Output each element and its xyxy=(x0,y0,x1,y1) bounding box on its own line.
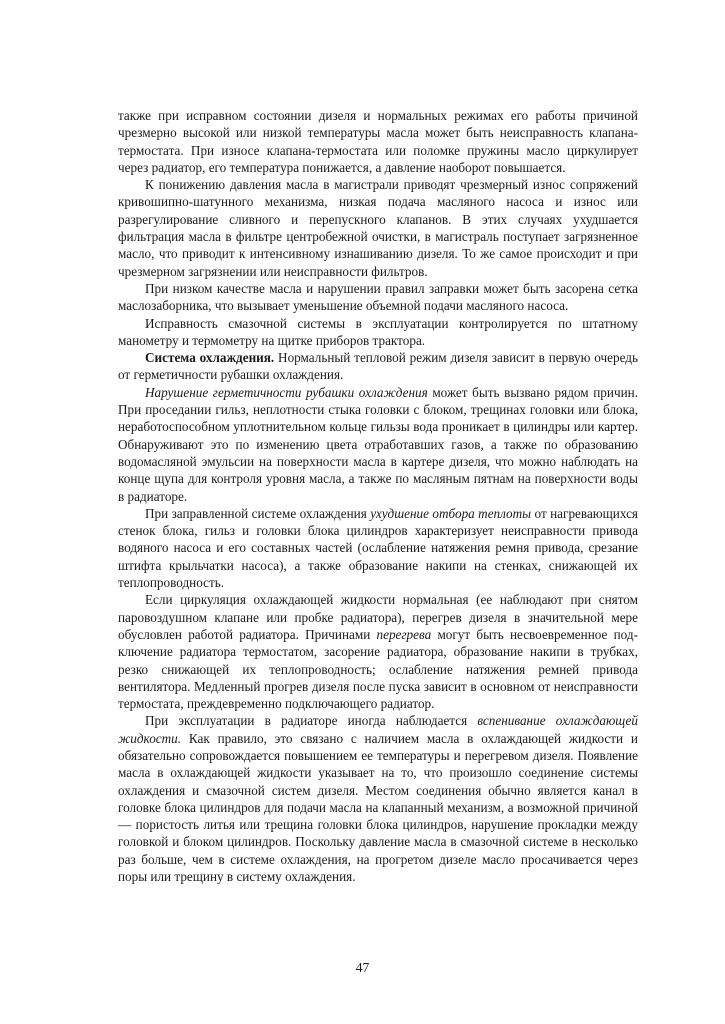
section-heading-cooling: Система охлаждения. xyxy=(145,350,275,366)
paragraph-heat-removal xyxy=(118,505,638,591)
paragraph-text: может быть вызвано рядом причин. При проседании гильз, неплотности стыка головки с блоком, трещинах головки или блока, неработоспособном уплотнительном кольце гильзы вода проникает в цилиндры или картер. Обнаруживают это по изменению цвета отработавших газов, а также по образованию водомасляной эмульсии на поверхности масла в картере дизеля, что можно наблюдать на конце щупа для контроля уровня масла, а также по масляным пятнам на поверхности воды в радиаторе. xyxy=(118,384,638,504)
paragraph-text: могут быть несвоевременное подключение радиатора термостатом, засорение радиатора, образование накипи в трубках, резко снижающей их теплопроводность; ослабление натяжения ремней привода вентилятора. Медленный прогрев дизеля после пуска зависит в основном от неисправности термостата, преждевременно подключающего радиатор. xyxy=(118,626,638,712)
paragraph-text: При эксплуатации в радиаторе иногда наблюдается xyxy=(145,713,478,729)
paragraph-lubrication-control: Исправность смазочной системы в эксплуатации контролируется по штатному манометру и термометру на щитке приборов трактора. xyxy=(118,315,638,348)
paragraph-oil-quality: При низком качестве масла и нарушении правил заправки может быть засорена сетка маслозаборника, что вызывает уменьшение объемной подачи масляного насоса. xyxy=(118,280,638,314)
paragraph-text: Как правило, это связано с наличием масла в охлаждающей жидкости и обязательно сопровождается повышением ее температуры и перегревом дизеля. Появление масла в охлаждающей жидкости указывает на то, что произошло соединение системы охлаждения и смазочной систем дизеля. Местом соединения обычно является канал в головке блока цилиндров для подачи масла на клапанный механизм, а возможной причиной — пористость литья или трещина головки блока цилиндров, нарушение прокладки между головкой и блоком цилиндров. Поскольку давление масла в смазочной системе в несколько раз больше, чем в системе охлаждения, на прогретом дизеле масло просачивается через поры или трещину в систему охлаждения. xyxy=(118,730,638,885)
paragraph-text: Нормальный тепловой режим дизеля зависит в первую очередь от герметичности рубашки охлаждения. xyxy=(118,350,638,383)
emphasis-heat-removal: ухудшение отбора теплоты xyxy=(370,505,532,521)
paragraph-oil-thermostat: также при исправном состоянии дизеля и нормальных режимах его работы причиной чрезмерно высокой или низкой температуры масла может быть неисправность клапана-термостата. При износе клапана-термостата или поломке пружины масло циркулирует через радиатор, его температура понижается, а давление наоборот повышается. xyxy=(118,108,638,175)
page-number: 47 xyxy=(355,960,370,975)
paragraph-oil-pressure-drop: К понижению давления масла в магистрали приводят чрезмерный износ сопряжений кривошипно-шатунного механизма, низкая подача масляного насоса и износ или разрегулирование сливного и перепускного клапанов. В этих случаях ухудшается фильтрация масла в фильтре центробежной очистки, в магистраль поступает загрязненное масло, что приводит к интенсивному изнашиванию дизеля. То же самое происходит и при чрезмерном загрязнении или неисправности фильтров. xyxy=(118,177,638,279)
paragraph-cooling-system xyxy=(118,349,638,384)
paragraph-overheating xyxy=(118,591,638,712)
paragraph-coolant-foaming xyxy=(118,712,638,885)
emphasis-overheating: перегрева xyxy=(376,626,432,642)
emphasis-coolant-foaming: вспенивание охлаждающей жидкости. xyxy=(118,713,638,746)
paragraph-jacket-leak xyxy=(118,384,638,505)
page-body xyxy=(118,107,638,885)
emphasis-jacket-leak: Нарушение герметичности рубашки охлаждения xyxy=(145,384,428,400)
paragraph-text: При заправленной системе охлаждения xyxy=(145,505,371,521)
paragraph-text: Если циркуляция охлаждающей жидкости нормальная (ее наблюдают при снятом паровоздушном клапане или пробке радиатора), перегрев дизеля в значительной мере обусловлен работой радиатора. Причинами xyxy=(118,592,638,642)
paragraph-text: от нагревающихся стенок блока, гильз и головки блока цилиндров характеризует неисправности привода водяного насоса и его составных частей (ослабление натяжения ремня привода, срезание штифта крыльчатки насоса), а также образование накипи на стенках, снижающей их теплопроводность. xyxy=(118,505,638,591)
